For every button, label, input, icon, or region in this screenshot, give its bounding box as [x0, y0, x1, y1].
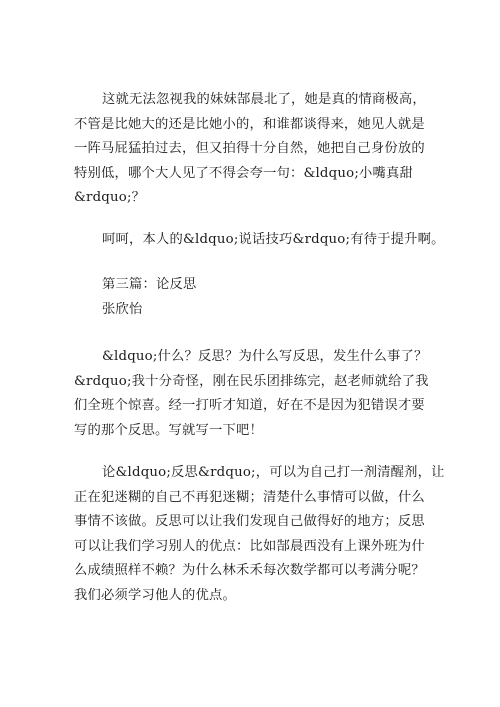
text-line: &ldquo;什么？反思？为什么写反思，发生什么事了？ — [102, 349, 428, 364]
text-line: 特别低，哪个大人见了不得会夸一句：&ldquo;小嘴真甜 — [74, 165, 413, 181]
text-line: 正在犯迷糊的自己不再犯迷糊；清楚什么事情可以做，什么 — [74, 489, 425, 505]
text-line: 这就无法忽视我的妹妹郜晨北了，她是真的情商极高， — [102, 92, 426, 107]
heading-title: 第三篇：论反思 — [102, 277, 197, 292]
author-name: 张欣怡 — [102, 301, 143, 317]
text-line: 不管是比她大的还是比她小的，和谁都谈得来，她见人就是 — [74, 116, 425, 132]
text-line: 事情不该做。反思可以让我们发现自己做得好的地方；反思 — [74, 514, 425, 529]
paragraph-1 — [74, 88, 438, 211]
text-line: 呵呵，本人的&ldquo;说话技巧&rdquo;有待于提升啊。 — [102, 232, 445, 247]
text-line: 写的那个反思。写就写一下吧！ — [74, 422, 263, 438]
text-line: 么成绩照样不赖？为什么林禾禾每次数学都可以考满分呢？ — [74, 563, 425, 578]
text-line: 论&ldquo;反思&rdquo;，可以为自己打一剂清醒剂，让 — [102, 465, 445, 480]
text-line: 一阵马屁猛拍过去，但又拍得十分自然，她把自己身份放的 — [74, 141, 425, 156]
article-heading — [74, 273, 438, 322]
paragraph-2 — [74, 228, 445, 253]
text-line: 我们必须学习他人的优点。 — [74, 587, 236, 603]
text-line: &rdquo;？ — [74, 190, 146, 205]
text-line: 们全班个惊喜。经一打听才知道，好在不是因为犯错误才要 — [74, 398, 425, 413]
paragraph-3 — [74, 345, 438, 443]
text-line: &rdquo;我十分奇怪，刚在民乐团排练完，赵老师就给了我 — [74, 373, 429, 389]
text-line: 可以让我们学习别人的优点：比如郜晨西没有上课外班为什 — [74, 538, 425, 554]
paragraph-4 — [74, 461, 445, 608]
